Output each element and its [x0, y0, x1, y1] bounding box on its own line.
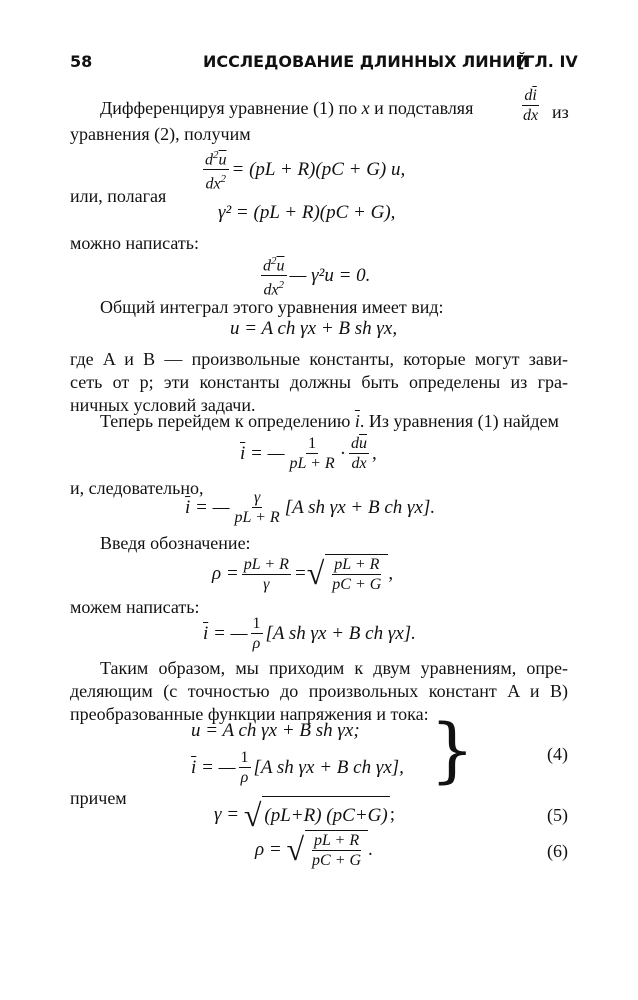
equation-number-6: (6): [547, 841, 568, 861]
text-general-integral: Общий интеграл этого уравнения имеет вид:: [100, 297, 444, 317]
p1-text-iz: из: [552, 102, 569, 122]
equation-gamma-squared: γ² = (pL + R)(pC + G),: [218, 202, 396, 223]
text-can-write: можно написать:: [70, 233, 199, 253]
equation-6-rho: ρ = √ $\frac{pL + R}{pC + G}$ .: [255, 831, 373, 869]
now-text-a: Теперь перейдем к определению: [100, 411, 351, 431]
eq-i-explicit-rhs: [A sh γx + B ch γx].: [284, 496, 436, 518]
text-where-pri: причем: [70, 788, 127, 808]
equation-4-i: $\overline{i}$ = — $\frac{1}{\rho}$ [A sh γx + B ch γx],: [191, 749, 404, 786]
equation-i-from-u: $\overline{i}$ = — $\frac{1}{pL + R}$ · $\frac{d\overline{u}}{dx}$ ,: [240, 435, 377, 472]
equation-i-explicit: $\overline{i}$ = — $\frac{\gamma}{pL + R}$ [A sh γx + B ch γx].: [185, 489, 436, 526]
text-thus-line-1: Таким образом, мы приходим к двум уравнениям, опре-: [100, 658, 568, 678]
fraction-di-dx: $\frac{d\overline{i}}{dx}$: [523, 87, 539, 124]
paragraph-1-line-1: [100, 96, 473, 121]
text-we-can-write: можем написать:: [70, 597, 200, 617]
equation-rho-definition: ρ = $\frac{pL + R}{\gamma}$ = √ $\frac{pL + R}{pC + G}$ ,: [212, 555, 394, 593]
equation-4-u: u = A ch γx + B sh γx;: [191, 720, 360, 741]
eq4-i-rhs: [A sh γx + B ch γx],: [253, 756, 404, 778]
equation-i-rho: $\overline{i}$ = — $\frac{1}{\rho}$ [A sh γx + B ch γx].: [203, 615, 416, 652]
equation-u-general: u = A ch γx + B sh γx,: [230, 318, 398, 339]
text-where-line-1: где A и B — произвольные константы, которые могут зави-: [70, 349, 568, 369]
p1-var-x: x: [361, 98, 370, 118]
text-thus-line-3: преобразованные функции напряжения и тока:: [70, 704, 429, 724]
eq-d2u-rhs: = (pL + R)(pC + G) u,: [231, 158, 406, 180]
eq-homogeneous-rhs: — γ²u = 0.: [289, 264, 371, 286]
text-or-setting: или, полагая: [70, 186, 167, 206]
running-title: ИССЛЕДОВАНИЕ ДЛИННЫХ ЛИНИЙ: [203, 52, 529, 71]
eq5-lhs: γ =: [214, 804, 240, 825]
text-introducing: Введя обозначение:: [100, 533, 251, 553]
now-text-b: . Из уравнения (1) найдем: [359, 411, 559, 431]
page-number: 58: [70, 52, 93, 71]
text-where-line-3: ничных условий задачи.: [70, 395, 256, 415]
p1-text-a: Дифференцируя уравнение (1) по: [100, 98, 358, 118]
text-thus-line-2: деляющим (с точностью до произвольных констант A и B): [70, 681, 568, 701]
text-consequently: и, следовательно,: [70, 478, 204, 498]
eq6-lhs: ρ =: [255, 839, 282, 860]
chapter-label: [ГЛ. IV: [517, 52, 578, 71]
now-var-i: $\overline{i}$: [354, 411, 360, 431]
equation-homogeneous: $\frac{d^2\overline{u}}{dx^2}$ — γ²u = 0.: [258, 252, 370, 300]
eq-rho-lhs: ρ =: [212, 563, 239, 584]
text-where-line-2: сеть от p; эти константы должны быть определены из гра-: [70, 372, 568, 392]
equation-5-gamma: γ = √ ( pL + R ) ( pC + G ) ;: [214, 797, 395, 833]
eq-i-equals: =: [250, 442, 263, 464]
equation-number-5: (5): [547, 805, 568, 825]
equation-number-4: (4): [547, 744, 568, 764]
text-now-determine: [100, 409, 559, 434]
right-brace-icon: }: [430, 709, 475, 791]
paragraph-1-line-2: уравнения (2), получим: [70, 124, 251, 144]
eq-i-rho-rhs: [A sh γx + B ch γx].: [265, 622, 416, 644]
p1-text-b: и подставляя: [374, 98, 474, 118]
equation-second-derivative: $\frac{d^2\overline{u}}{dx^2}$ = (pL + R)(pC + G) u,: [200, 146, 405, 194]
